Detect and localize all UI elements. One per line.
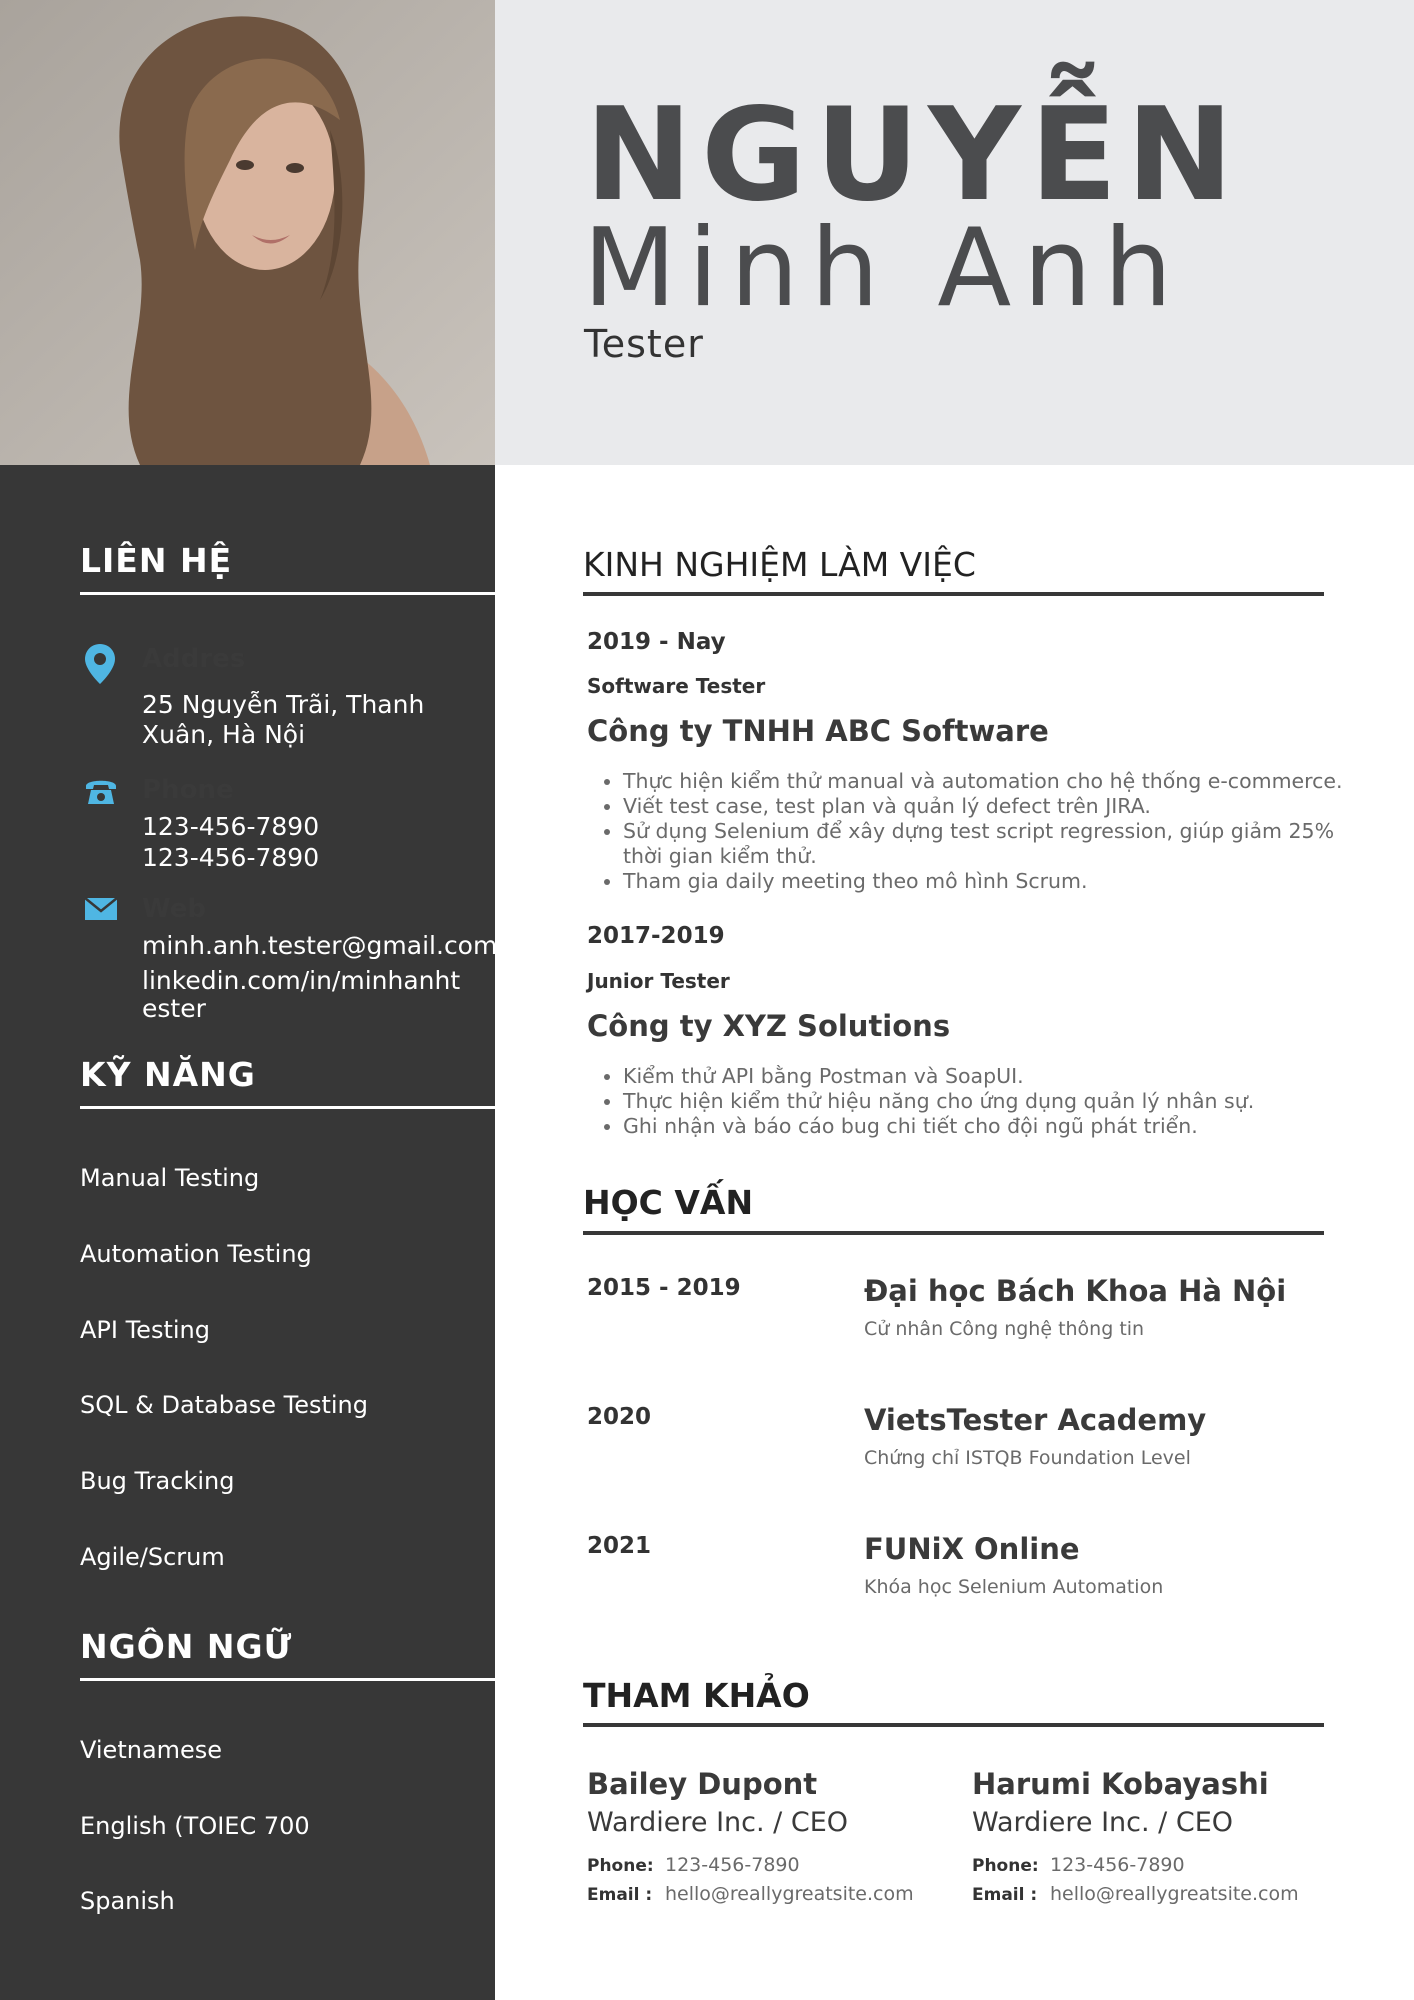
phone-number-1: 123-456-7890	[142, 812, 320, 841]
references-heading: THAM KHẢO	[583, 1676, 810, 1715]
duty-item: • Viết test case, test plan và quản lý defect trên JIRA.	[623, 794, 1368, 819]
edu-degree: Cử nhân Công nghệ thông tin	[864, 1318, 1145, 1340]
language-item: Spanish	[80, 1887, 175, 1915]
contact-heading: LIÊN HỆ	[80, 541, 233, 580]
duty-item: • Tham gia daily meeting theo mô hình Scrum.	[623, 869, 1368, 894]
reference-email[interactable]: hello@reallygreatsite.com	[1050, 1883, 1299, 1905]
languages-divider	[80, 1678, 495, 1681]
job-duties	[587, 769, 1368, 894]
reference-name: Bailey Dupont	[587, 1767, 818, 1801]
web-label: Web	[142, 894, 206, 924]
skill-item: Automation Testing	[80, 1240, 312, 1268]
web-email[interactable]: minh.anh.tester@gmail.com	[142, 931, 498, 960]
edu-school: VietsTester Academy	[864, 1403, 1207, 1437]
reference-email[interactable]: hello@reallygreatsite.com	[665, 1883, 914, 1905]
duty-item: • Thực hiện kiểm thử manual và automation cho hệ thống e-commerce.	[623, 769, 1368, 794]
location-pin-icon	[84, 644, 116, 688]
reference-phone-label: Phone:	[587, 1856, 654, 1876]
duty-item: • Ghi nhận và báo cáo bug chi tiết cho đội ngũ phát triển.	[623, 1114, 1368, 1139]
language-item: Vietnamese	[80, 1736, 223, 1764]
profile-photo	[0, 0, 495, 465]
edu-year: 2015 - 2019	[587, 1275, 741, 1301]
edu-year: 2020	[587, 1404, 652, 1430]
references-divider	[583, 1723, 1324, 1727]
duty-item: • Kiểm thử API bằng Postman và SoapUI.	[623, 1064, 1368, 1089]
reference-email-label: Email :	[972, 1885, 1038, 1905]
edu-year: 2021	[587, 1533, 652, 1559]
edu-school: FUNiX Online	[864, 1532, 1080, 1566]
reference-phone: 123-456-7890	[665, 1854, 800, 1876]
skill-item: Manual Testing	[80, 1164, 260, 1192]
contact-divider	[80, 592, 495, 595]
skill-item: Agile/Scrum	[80, 1543, 225, 1571]
phone-icon	[84, 776, 118, 810]
phone-number-2: 123-456-7890	[142, 843, 320, 872]
phone-label: Phone	[142, 775, 234, 805]
edu-degree: Khóa học Selenium Automation	[864, 1576, 1164, 1598]
edu-school: Đại học Bách Khoa Hà Nội	[864, 1274, 1287, 1308]
duty-item: • Sử dụng Selenium để xây dựng test script regression, giúp giảm 25% thời gian kiểm thử.	[623, 819, 1368, 869]
job-company: Công ty XYZ Solutions	[587, 1009, 951, 1043]
address-label: Addres	[142, 644, 246, 674]
skills-divider	[80, 1106, 495, 1109]
last-name: NGUYỄN	[585, 81, 1243, 230]
reference-name: Harumi Kobayashi	[972, 1767, 1269, 1801]
reference-company: Wardiere Inc. / CEO	[972, 1807, 1234, 1838]
skills-heading: KỸ NĂNG	[80, 1055, 256, 1094]
job-period: 2019 - Nay	[587, 629, 726, 655]
skill-item: SQL & Database Testing	[80, 1391, 368, 1419]
experience-divider	[583, 592, 1324, 596]
edu-degree: Chứng chỉ ISTQB Foundation Level	[864, 1447, 1191, 1469]
education-heading: HỌC VẤN	[583, 1183, 754, 1222]
skill-item: Bug Tracking	[80, 1467, 235, 1495]
job-company: Công ty TNHH ABC Software	[587, 714, 1049, 748]
address-line-1: 25 Nguyễn Trãi, Thanh	[142, 690, 425, 719]
job-role: Junior Tester	[587, 969, 730, 993]
reference-email-label: Email :	[587, 1885, 653, 1905]
job-title: Tester	[584, 322, 704, 366]
reference-phone: 123-456-7890	[1050, 1854, 1185, 1876]
job-role: Software Tester	[587, 674, 766, 698]
duty-item: • Thực hiện kiểm thử hiệu năng cho ứng dụng quản lý nhân sự.	[623, 1089, 1368, 1114]
skill-item: API Testing	[80, 1316, 210, 1344]
reference-company: Wardiere Inc. / CEO	[587, 1807, 849, 1838]
address-line-2: Xuân, Hà Nội	[142, 720, 306, 749]
language-item: English (TOIEC 700	[80, 1812, 310, 1840]
experience-heading: KINH NGHIỆM LÀM VIỆC	[583, 545, 976, 584]
web-linkedin[interactable]: linkedin.com/in/minhanht	[142, 966, 461, 995]
job-period: 2017-2019	[587, 923, 725, 949]
first-name: Minh Anh	[583, 206, 1185, 331]
email-icon	[84, 897, 118, 925]
web-linkedin-cont: ester	[142, 994, 206, 1023]
reference-phone-label: Phone:	[972, 1856, 1039, 1876]
job-duties	[587, 1064, 1368, 1139]
languages-heading: NGÔN NGỮ	[80, 1627, 293, 1666]
education-divider	[583, 1231, 1324, 1235]
